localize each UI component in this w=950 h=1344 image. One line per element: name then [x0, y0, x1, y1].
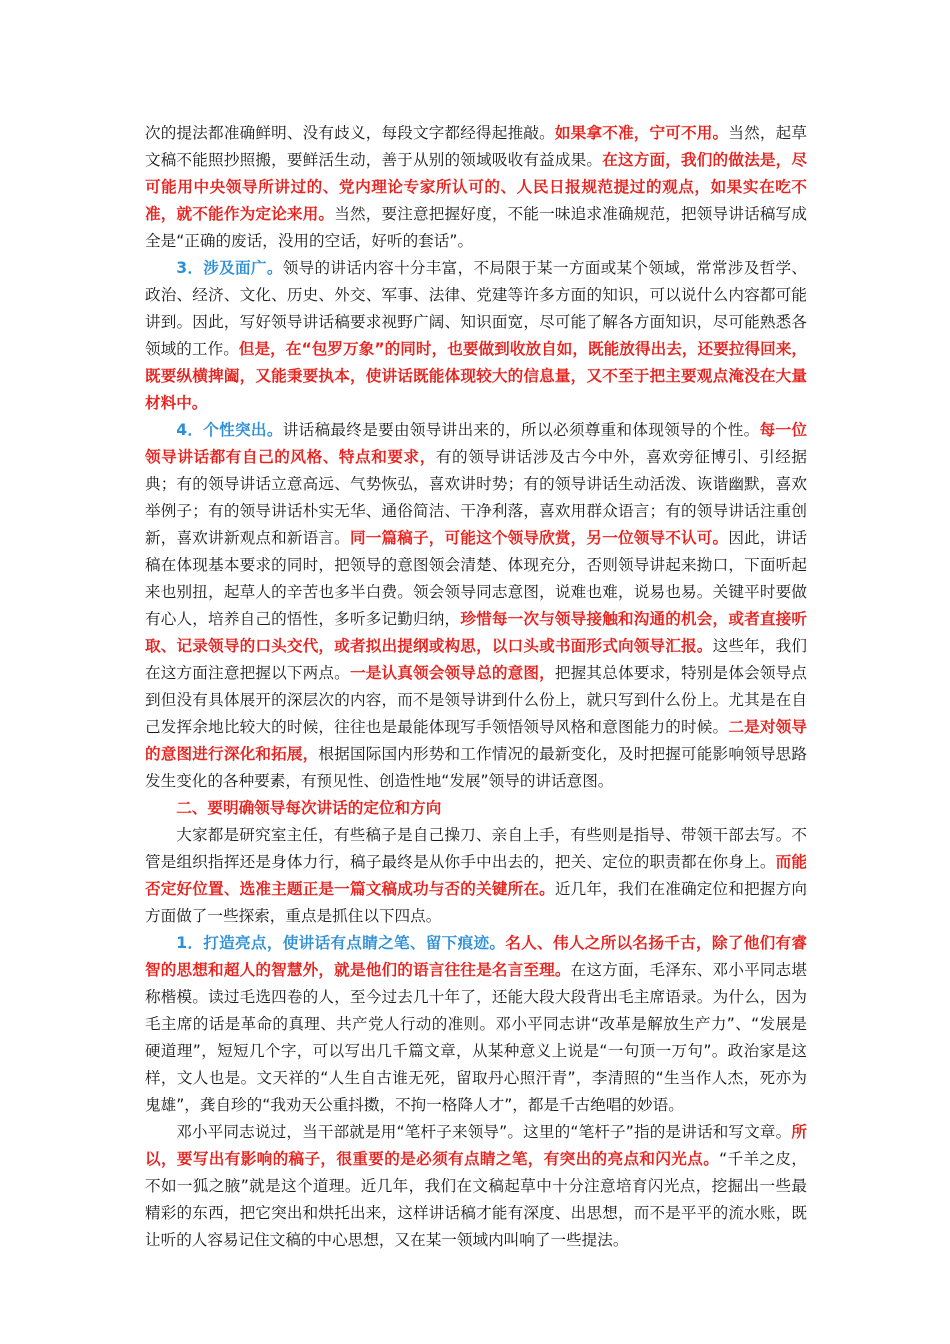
paragraph-point-4 — [145, 417, 807, 795]
emphasis-run: 如果拿不准，宁可不用。 — [554, 124, 729, 142]
point-heading: 4．个性突出。 — [176, 421, 283, 439]
point-heading: 3．涉及面广。 — [176, 259, 283, 277]
paragraph-section-2-intro — [145, 822, 807, 930]
text-run: 当然，要注意把握好度，不能一味追求准确规范，把领导讲话稿写成全是“正确的废话，没用的空话，好听的套话”。 — [145, 205, 807, 250]
section-heading: 二、要明确领导每次讲话的定位和方向 — [176, 799, 442, 817]
emphasis-run: 但是，在“包罗万象”的同时，也要做到收放自如，既能放得出去，还要拉得回来，既要纵横捭阖，又能秉要执本，使讲话既能体现较大的信息量，又不至于把主要观点淹没在大量材料中。 — [145, 340, 807, 412]
text-run: 讲话稿最终是要由领导讲出来的，所以必须尊重和体现领导的个性。 — [282, 421, 760, 439]
text-run: 邓小平同志说过，当干部就是用“笔杆子来领导”。这里的“笔杆子”指的是讲话和写文章。 — [176, 1123, 792, 1141]
paragraph-deng-quote — [145, 1119, 807, 1254]
emphasis-run: 在这方面，我们的做法是，尽可能用中央领导所讲过的、党内理论专家所认可的、人民日报规范提过的观点，如果实在吃不准，就不能作为定论来用。 — [145, 151, 807, 223]
emphasis-run: 每一位领导讲话都有自己的风格、特点和要求， — [145, 421, 807, 466]
text-run: 领导的讲话内容十分丰富，不局限于某一方面或某个领域，常常涉及哲学、政治、经济、文化、历史、外交、军事、法律、党建等许多方面的知识，可以说什么内容都可能讲到。因此，写好领导讲话稿要求视野广阔、知识面宽，尽可能了解各方面知识，尽可能熟悉各领域的工作。 — [145, 259, 807, 358]
text-run: 有的领导讲话涉及古今中外，喜欢旁征博引、引经据典；有的领导讲话立意高远、气势恢弘，喜欢讲时势；有的领导讲话生动活泼、诙谐幽默，喜欢举例子；有的领导讲话朴实无华、通俗简洁、干净利落，喜欢用群众语言；有的领导讲话注重创新，喜欢讲新观点和新语言。 — [145, 448, 807, 547]
text-run: 在这方面，毛泽东、邓小平同志堪称楷模。读过毛选四卷的人，至今过去几十年了，还能大段大段背出毛主席语录。为什么，因为毛主席的话是革命的真理、共产党人行动的准则。邓小平同志讲“改革是解放生产力”、“发展是硬道理”，短短几个字，可以写出几千篇文章，从某种意义上说是“一句顶一万句”。政治家是这样，文人也是。文天祥的“人生自古谁无死，留取丹心照汗青”，李清照的“生当作人杰，死亦为鬼雄”，龚自珍的“我劝天公重抖擞，不拘一格降人才”，都是千古绝唱的妙语。 — [145, 961, 807, 1114]
text-run: “千羊之皮，不如一狐之腋”就是这个道理。近几年，我们在文稿起草中十分注意培育闪光点，挖掘出一些最精彩的东西，把它突出和烘托出来，这样讲话稿才能有深度、出思想，而不是平平的流水账，既让听的人容易记住文稿的中心思想，又在某一领域内叫响了一些提法。 — [145, 1150, 807, 1249]
point-heading: 1．打造亮点，使讲话有点睛之笔、留下痕迹。 — [176, 934, 506, 952]
text-run: 这些年，我们在这方面注意把握以下两点。 — [145, 637, 807, 682]
paragraph-point-1 — [145, 930, 807, 1119]
text-run: 次的提法都准确鲜明、没有歧义，每段文字都经得起推敲。 — [145, 124, 555, 142]
text-run: 当然，起草文稿不能照抄照搬，要鲜活生动，善于从别的领域吸收有益成果。 — [145, 124, 807, 169]
paragraph-point-3 — [145, 255, 807, 417]
emphasis-run: 珍惜每一次与领导接触和沟通的机会，或者直接听取、记录领导的口头交代，或者拟出提纲或构思，以口头或书面形式向领导汇报。 — [145, 610, 807, 655]
emphasis-run: 所以，要写出有影响的稿子，很重要的是必须有点睛之笔，有突出的亮点和闪光点。 — [145, 1123, 807, 1168]
emphasis-run: 而能否定好位置、选准主题正是一篇文稿成功与否的关键所在。 — [145, 853, 807, 898]
section-heading-2 — [145, 795, 807, 822]
text-run: 因此，讲话稿在体现基本要求的同时，把领导的意图领会清楚、体现充分，否则领导讲起来拗口，下面听起来也别扭，起草人的辛苦也多半白费。领会领导同志意图，说难也难，说易也易。关键平时要做有心人，培养自己的悟性，多听多记勤归纳， — [145, 529, 807, 628]
text-run: 近几年，我们在准确定位和把握方向方面做了一些探索，重点是抓住以下四点。 — [145, 880, 807, 925]
emphasis-run: 同一篇稿子，可能这个领导欣赏，另一位领导不认可。 — [349, 529, 729, 547]
emphasis-run: 名人、伟人之所以名扬千古，除了他们有睿智的思想和超人的智慧外，就是他们的语言往往是名言至理。 — [145, 934, 807, 979]
text-run: 大家都是研究室主任，有些稿子是自己操刀、亲自上手，有些则是指导、带领干部去写。不管是组织指挥还是身体力行，稿子最终是从你手中出去的，把关、定位的职责都在你身上。 — [145, 826, 807, 871]
paragraph-accuracy-continued — [145, 120, 807, 255]
emphasis-run: 一是认真领会领导总的意图， — [349, 664, 555, 682]
text-run: 把握其总体要求，特别是体会领导点到但没有具体展开的深层次的内容，而不是领导讲到什么份上，就只写到什么份上。尤其是在自己发挥余地比较大的时候，往往也是最能体现写手领悟领导风格和意图能力的时候。 — [145, 664, 807, 736]
emphasis-run: 二是对领导的意图进行深化和拓展， — [145, 718, 807, 763]
text-run: 根据国际国内形势和工作情况的最新变化，及时把握可能影响领导思路发生变化的各种要素，有预见性、创造性地“发展”领导的讲话意图。 — [145, 745, 807, 790]
document-body — [145, 120, 807, 1254]
